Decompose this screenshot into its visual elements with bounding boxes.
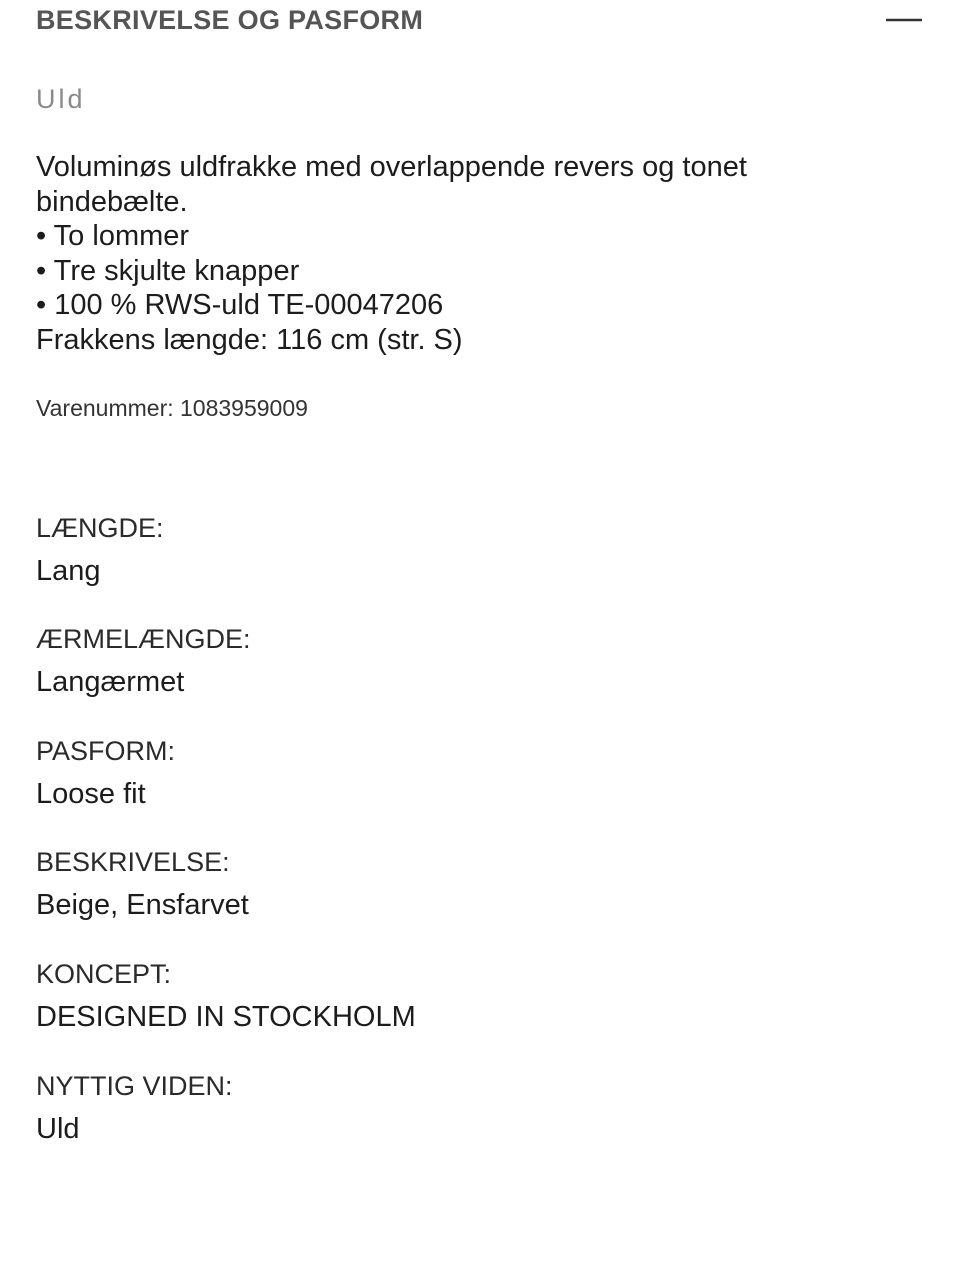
- attribute-fit: [36, 735, 916, 811]
- description-line: Voluminøs uldfrakke med overlappende revers og tonet: [36, 151, 747, 183]
- description-bullet: • 100 % RWS-uld TE-00047206: [36, 289, 444, 321]
- attribute-label: NYTTIG VIDEN:: [36, 1071, 233, 1101]
- attribute-label: LÆNGDE:: [36, 513, 164, 543]
- attribute-value: Langærmet: [36, 666, 185, 698]
- description-bullet: • Tre skjulte knapper: [36, 254, 300, 287]
- article-number: Varenummer: 1083959009: [36, 395, 308, 421]
- product-description: [36, 150, 916, 357]
- section-title: BESKRIVELSE OG PASFORM: [36, 5, 424, 35]
- attribute-description: [36, 846, 916, 922]
- description-line: Frakkens længde: 116 cm (str. S): [36, 323, 463, 356]
- attribute-label: PASFORM:: [36, 736, 176, 766]
- attribute-value: Loose fit: [36, 778, 146, 810]
- minus-icon[interactable]: [884, 6, 924, 30]
- attribute-value: Beige, Ensfarvet: [36, 889, 249, 921]
- attribute-concept: [36, 958, 916, 1034]
- attribute-value: Lang: [36, 555, 101, 587]
- description-line: bindebælte.: [36, 185, 188, 218]
- description-bullet: • To lommer: [36, 220, 190, 252]
- attribute-value: DESIGNED IN STOCKHOLM: [36, 1001, 416, 1033]
- attribute-label: BESKRIVELSE:: [36, 847, 230, 877]
- material-label: Uld: [36, 84, 86, 114]
- accordion-header[interactable]: [36, 0, 924, 40]
- attribute-value: Uld: [36, 1113, 80, 1145]
- attribute-label: ÆRMELÆNGDE:: [36, 624, 251, 654]
- attribute-label: KONCEPT:: [36, 959, 172, 989]
- attribute-length: [36, 512, 916, 588]
- attribute-good-to-know: [36, 1070, 916, 1146]
- attribute-sleeve-length: [36, 623, 916, 699]
